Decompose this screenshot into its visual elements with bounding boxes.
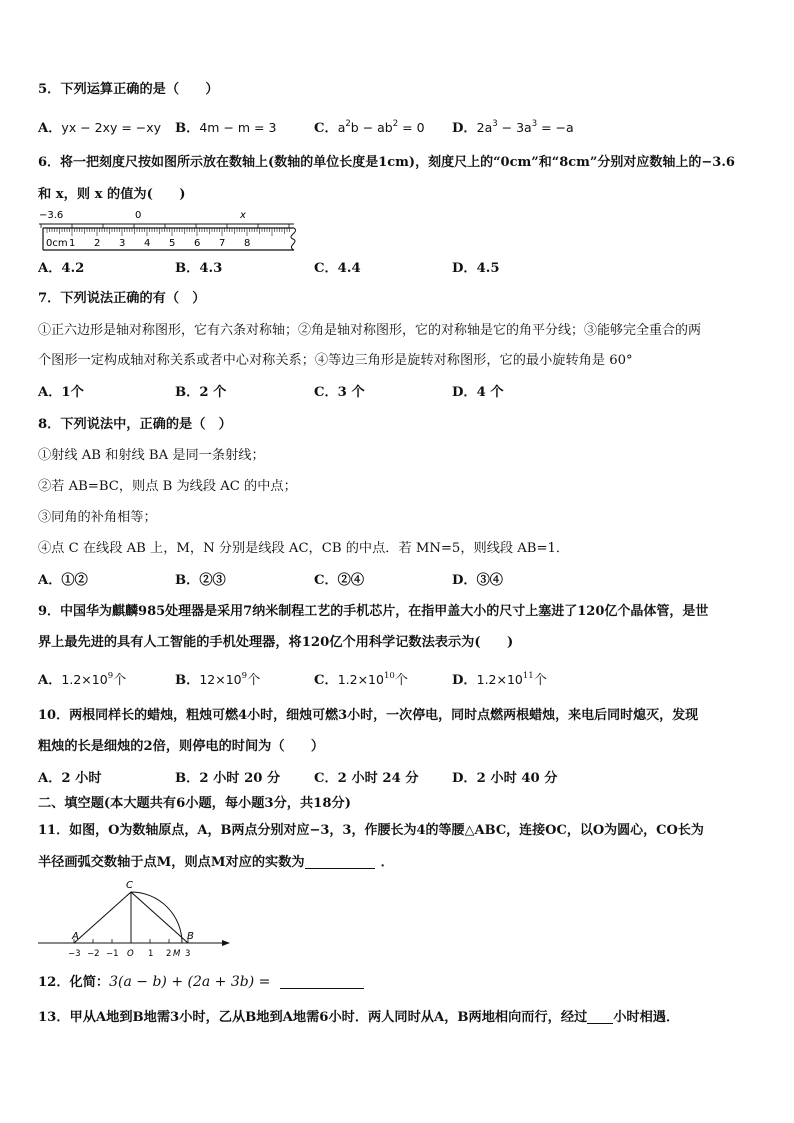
q11-arc-cm — [131, 892, 182, 943]
q11-tick-m: M — [173, 949, 181, 959]
q9-options — [38, 671, 758, 689]
q7-stem: 7．下列说法正确的有（ ） — [38, 291, 206, 306]
q11-stem-line2: 半径画弧交数轴于点M，则点M对应的实数为 ． — [38, 855, 394, 870]
q5-option-d: D．$2a^3 - 3a^3 = -a$ — [452, 119, 574, 136]
q5-option-b: B．4m − m = 3 — [175, 120, 277, 136]
q6-label-neg-3-6: −3.6 — [39, 210, 64, 221]
q6-ruler-tick-5: 5 — [169, 238, 176, 249]
q6-option-d: D．4.5 — [452, 261, 500, 276]
q7-statement-line2: 个图形一定构成轴对称关系或者中心对称关系；④等边三角形是旋转对称图形，它的最小旋转角是 60° — [38, 353, 633, 368]
q11-tick-origin: O — [127, 949, 134, 959]
q11-segment-bc — [131, 892, 188, 943]
q7-option-d: D．4 个 — [452, 385, 504, 400]
q6-ruler-tick-8: 8 — [244, 238, 251, 249]
q6-option-b: B．4.3 — [175, 261, 223, 276]
q7-option-c: C．3 个 — [314, 385, 365, 400]
q10-options — [38, 770, 758, 788]
q8-statement-1: ①射线 AB 和射线 BA 是同一条射线； — [38, 448, 265, 463]
q10-stem-line1: 10．两根同样长的蜡烛，粗烛可燃4小时，细烛可燃3小时，一次停电，同时点燃两根蜡烛，来电后同时熄灭，发现 — [38, 708, 699, 723]
q10-option-d: D．2 小时 40 分 — [452, 771, 558, 786]
q11-answer-blank[interactable] — [305, 854, 375, 869]
q10-stem-line2: 粗烛的长是细烛的2倍，则停电的时间为（ ） — [38, 739, 325, 754]
q5-stem: 5．下列运算正确的是（ ） — [38, 82, 219, 97]
q11-axis-arrow — [222, 940, 230, 946]
q11-figure — [36, 876, 236, 962]
q11-tick-neg1: −1 — [106, 949, 119, 959]
q6-ruler-tick-7: 7 — [219, 238, 226, 249]
q9-option-c: C．$1.2\times 10^{10}$个 — [314, 671, 408, 688]
q6-ruler-unit-label: 0cm — [46, 238, 68, 249]
q11-point-a: A — [72, 931, 79, 942]
q12-prefix: 12．化简： — [38, 975, 110, 990]
q12-answer-blank[interactable] — [280, 974, 364, 989]
q10-option-a: A．2 小时 — [38, 771, 102, 786]
q6-stem-line1: 6．将一把刻度尺按如图所示放在数轴上(数轴的单位长度是1cm)，刻度尺上的“0cm”和“8cm”分别对应数轴上的−3.6 — [38, 155, 735, 170]
q11-tick-neg2: −2 — [87, 949, 100, 959]
q8-option-c: C．②④ — [314, 573, 365, 588]
q8-option-a: A．①② — [38, 573, 88, 588]
q6-label-zero: 0 — [135, 210, 142, 221]
q10-option-c: C．2 小时 24 分 — [314, 771, 419, 786]
section-heading-fill-in: 二、填空题(本大题共有6小题，每小题3分，共18分) — [38, 796, 351, 811]
q8-statement-2: ②若 AB=BC，则点 B 为线段 AC 的中点； — [38, 479, 297, 494]
q6-ruler-tick-6: 6 — [194, 238, 201, 249]
q6-ruler-figure — [36, 206, 310, 256]
q13-line: 13．甲从A地到B地需3小时，乙从B地到A地需6小时．两人同时从A，B两地相向而行，经过 小时相遇． — [38, 1010, 680, 1025]
q6-ruler-tick-4: 4 — [144, 238, 151, 249]
q8-statement-4: ④点 C 在线段 AB 上，M，N 分别是线段 AC，CB 的中点．若 MN=5，则线段 AB=1． — [38, 541, 570, 556]
q5-option-c: C．$a^2b - ab^2 = 0$ — [314, 119, 425, 136]
q6-ruler-tick-1: 1 — [69, 238, 76, 249]
q9-stem-line1: 9．中国华为麒麟985处理器是采用7纳米制程工艺的手机芯片，在指甲盖大小的尺寸上塞进了120亿个晶体管，是世 — [38, 604, 709, 619]
q6-stem-line2: 和 x，则 x 的值为( ) — [38, 187, 186, 202]
q10-option-b: B．2 小时 20 分 — [175, 771, 281, 786]
q7-statement-line1: ①正六边形是轴对称图形，它有六条对称轴；②角是轴对称图形，它的对称轴是它的角平分线；③能够完全重合的两 — [38, 323, 702, 338]
q13-answer-blank[interactable] — [587, 1009, 613, 1024]
q7-options — [38, 384, 758, 402]
q6-options — [38, 260, 758, 278]
q5-options — [38, 119, 758, 137]
q6-ruler-mm-ticks — [47, 228, 290, 236]
q8-option-b: B．②③ — [175, 573, 226, 588]
q6-number-line-ticks — [41, 224, 289, 228]
q6-ruler-tick-3: 3 — [119, 238, 126, 249]
q6-ruler-tick-2: 2 — [94, 238, 101, 249]
q9-option-b: B．$12\times 10^9$个 — [175, 671, 261, 688]
q11-tick-1: 1 — [148, 949, 154, 959]
q11-tick-2: 2 — [166, 949, 172, 959]
q11-segment-ac — [74, 892, 131, 943]
q12-expression: 3(a − b) + (2a + 3b) = — [109, 974, 271, 990]
q11-point-b: B — [187, 931, 194, 942]
q8-option-d: D．③④ — [452, 573, 503, 588]
q11-tick-3: 3 — [185, 949, 191, 959]
q6-option-c: C．4.4 — [314, 261, 361, 276]
q11-stem-line1: 11．如图，O为数轴原点，A，B两点分别对应−3，3，作腰长为4的等腰△ABC，连接OC，以O为圆心，CO长为 — [38, 823, 704, 838]
q8-statement-3: ③同角的补角相等； — [38, 510, 157, 525]
q9-stem-line2: 界上最先进的具有人工智能的手机处理器，将120亿个用科学记数法表示为( ) — [38, 635, 514, 650]
q12-line — [38, 973, 364, 992]
q9-option-d: D．$1.2\times 10^{11}$个 — [452, 671, 547, 688]
q11-point-c: C — [126, 880, 133, 891]
q11-tick-neg3: −3 — [68, 949, 81, 959]
q8-options — [38, 572, 758, 590]
q5-option-a: A．yx − 2xy = −xy — [38, 120, 162, 136]
q6-ruler-break — [291, 228, 296, 250]
q7-option-b: B．2 个 — [175, 385, 227, 400]
q6-option-a: A．4.2 — [38, 261, 85, 276]
q8-stem: 8．下列说法中，正确的是（ ） — [38, 417, 232, 432]
q6-label-x: x — [240, 210, 246, 221]
q7-option-a: A．1个 — [38, 385, 84, 400]
q9-option-a: A．$1.2\times 10^9$个 — [38, 671, 127, 688]
